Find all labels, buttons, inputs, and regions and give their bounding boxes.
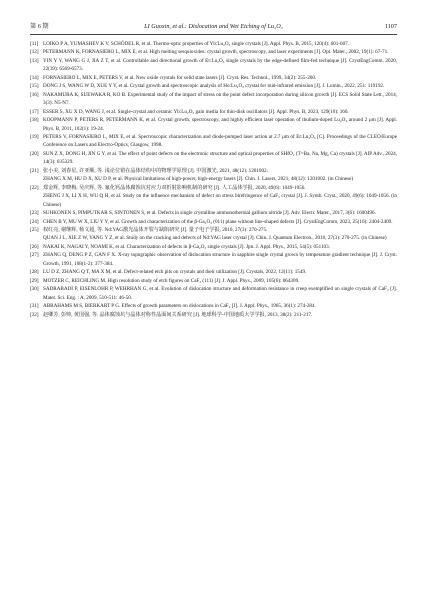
reference-text: SADRABADI P, EISENLOHR P, WEHRHAN G, et al. Evolution of dislocation structure and deformation resistance in creep exemplified on single crystals of CaF₂ [J]. Mater. Sci. Eng. : A, 2009, 510-511: 46-50. bbox=[43, 286, 397, 301]
reference-number: [30] bbox=[30, 286, 39, 293]
reference-text: SUN Z X, DONG H, JIN G Y, et al. The effect of point defects on the electronic structure and optical properties of SHfO₂ (T=Ba, Na, Mg, Ca) crystals [J]. AIP Adv., 2024, 14(3): 035329. bbox=[43, 150, 397, 166]
reference-number: [12] bbox=[30, 49, 39, 56]
reference-item bbox=[30, 116, 397, 133]
reference-text: 张小美, 刘春星, 许亚顺, 等. 浅论位错在晶体结构中的物理学原理 [J]. 中国激光, 2021, 48(12): 1201002. bbox=[43, 167, 268, 174]
reference-item bbox=[30, 218, 397, 226]
reference-number: [21] bbox=[30, 167, 39, 174]
reference-item bbox=[30, 175, 397, 183]
reference-text: ESSER S, XU X D, WANG J, et al. Single-crystal and ceramic Yb:Lu₂O₃ gain media for thin-disk oscillators [J]. Appl. Phys. B, 2023, 129(10): 160. bbox=[43, 108, 349, 115]
page-number: 1107 bbox=[384, 23, 397, 30]
reference-item bbox=[30, 57, 397, 74]
reference-item bbox=[30, 251, 397, 268]
reference-item bbox=[30, 40, 397, 48]
reference-number: [24] bbox=[30, 218, 39, 225]
reference-text: 郑金辉, 李晓梅, 吴庆辉, 等. 氟化钙晶体腐蚀坑对应力双折射影响机制的研究 [J]. 人工晶体学报, 2020, 49(6): 1049-1056. bbox=[43, 184, 306, 191]
reference-item bbox=[30, 150, 397, 167]
header-rule bbox=[30, 34, 397, 35]
reference-text: KOOPMANN P, PETERS R, PETERMANN K, et al. Crystal growth, spectroscopy, and highly efficient laser operation of thulium-doped Lu₂O₃ around 2 μm [J]. Appl. Phys. B, 2011, 102(1): 19-24. bbox=[43, 117, 397, 132]
reference-text: PETERMANN K, FORNASIERO L, MIX E, et al. High melting sesquioxides: crystal growth, spectroscopy, and laser experiments [J]. Opt. Mater., 2002, 19(1): 67-71. bbox=[43, 49, 389, 56]
reference-text: LOIKO P A, YUMASHEV K V, SCHÖDEL R, et al. Thermo-optic properties of Yb:Lu₂O₃ single crystals [J]. Appl. Phys. B, 2015, 120(4): 601-607. bbox=[43, 41, 350, 47]
reference-text: ZHANG Q, DENG P Z, GAN F X. X-ray topographic observation of dislocation structure in sapphire single crystal grown by temperature gradient technique [J]. J. Cryst. Growth, 1991, 108(1-2): 377-384. bbox=[43, 252, 397, 267]
reference-text: CHEN B Y, MU W X, LIU Y Y, et al. Growth and characterization of the β-Ga₂O₃ (011) plane without line-shaped defects [J]. CrystEngComm, 2023, 25(16): 2404-2409. bbox=[43, 218, 393, 225]
reference-number: [14] bbox=[30, 74, 39, 81]
reference-item bbox=[30, 277, 397, 285]
reference-number: [20] bbox=[30, 150, 39, 157]
reference-number: [29] bbox=[30, 277, 39, 284]
reference-text: SUHKONEN S, PIMPUTKAR S, SINTONEN S, et al. Defects in single crystalline ammonothermal gallium nitride [J]. Adv. Electr. Mater., 2017, 3(6): 1600496. bbox=[43, 210, 376, 217]
reference-item bbox=[30, 243, 397, 251]
reference-text: QUAN J L, XIE Z W, YANG Y Z, et al. Study on the cracking and defects of Nd:YAG laser crystal [J]. Chin. J. Quantum Electron., 2010, 27(3): 270-275. (in Chinese) bbox=[43, 235, 387, 242]
reference-number: [16] bbox=[30, 91, 39, 98]
reference-number: [28] bbox=[30, 269, 39, 276]
reference-text: YIN Y Y, WANG G J, JIA Z T, et al. Controllable and directional growth of Er:Lu₂O₃ single crystals by the edge-defined film-fed technique [J]. CrystEngComm, 2020, 22(39): 6569-6573. bbox=[43, 57, 397, 73]
reference-number: [32] bbox=[30, 311, 39, 318]
reference-item bbox=[30, 133, 397, 150]
reference-number: [23] bbox=[30, 210, 39, 217]
reference-text: FORNASIERO L, MIX E, PETERS V, et al. New oxide crystals for solid state lasers [J]. Cryst. Res. Technol., 1999, 34(2): 255-260. bbox=[43, 74, 317, 81]
reference-number: [27] bbox=[30, 252, 39, 259]
reference-item bbox=[30, 184, 397, 192]
reference-number: [31] bbox=[30, 303, 39, 310]
reference-item bbox=[30, 209, 397, 217]
reference-item bbox=[30, 167, 397, 175]
reference-item bbox=[30, 226, 397, 234]
reference-text: ABRAHAMS M S, BIERKART P G. Effects of growth parameters on dislocations in CaF₂ [J]. J. Appl. Phys., 1965, 36(1): 274-284. bbox=[43, 303, 316, 310]
reference-number: [15] bbox=[30, 83, 39, 90]
reference-text: 权红亮, 谢继辉, 杨文超, 等. Nd:YAG激光晶体开裂与缺陷研究 [J]. 量子电子学报, 2010, 27(3): 270-275. bbox=[43, 226, 268, 233]
reference-number: [11] bbox=[30, 41, 39, 47]
reference-text: NAKAMURA K, SUEWAKA R, KO B. Experimental study of the impact of stress on the point defect incorporation during silicon growth [J]. ECS Solid State Lett., 2014, 3(3): N5-N7. bbox=[43, 91, 397, 107]
reference-text: ZHENG J X, LI X H, WU Q H, et al. Study on the influence mechanism of defect on stress birefringence of CaF₂ crystal [J]. J. Synth. Cryst., 2020, 49(6): 1049-1056. (in Chinese) bbox=[43, 193, 397, 208]
reference-item bbox=[30, 108, 397, 116]
reference-item bbox=[30, 48, 397, 56]
running-header bbox=[30, 21, 397, 33]
reference-item bbox=[30, 234, 397, 242]
reference-item bbox=[30, 311, 397, 319]
reference-item bbox=[30, 285, 397, 302]
reference-number: [26] bbox=[30, 243, 39, 250]
running-title: LI Guoxin, et al.: Dislocation and Wet Etching of Lu₂O₃ bbox=[144, 23, 283, 30]
reference-text: MOTZER C, REICHLING M. High resolution study of etch figures on CaF₂ (111) [J]. J. Appl. Phys., 2009, 105(6): 064309. bbox=[43, 277, 300, 284]
reference-item bbox=[30, 82, 397, 90]
reference-text: ZHANG X M, HU D X, XU D P, et al. Physical limitations of high-power, high-energy lasers [J]. Chin. J. Lasers, 2021, 48(12): 1201002. (in Chinese) bbox=[43, 176, 354, 183]
reference-text: 赵卿芳, 彭帅, 黄国强, 等. 晶体腐蚀坑与晶体对称性晶面间关系研究 [J]. 地球科学-中国地质大学学报, 2013, 38(2): 211-217. bbox=[43, 311, 313, 318]
reference-item bbox=[30, 74, 397, 82]
reference-number: [13] bbox=[30, 57, 39, 64]
reference-list bbox=[30, 40, 397, 585]
reference-text: DONG J S, WANG W D, XUE Y Y, et al. Crystal growth and spectroscopic analysis of Ho:Lu₂O₃ crystal for mid-infrared emission [J]. J. Lumin., 2022, 251: 119192. bbox=[43, 83, 385, 90]
reference-text: LU D Z, ZHANG Q T, MA X M, et al. Defect-related etch pits on crystals and their utilization [J]. Crystals, 2022, 12(11): 1549. bbox=[43, 269, 307, 276]
reference-number: [18] bbox=[30, 117, 39, 124]
reference-item bbox=[30, 91, 397, 108]
reference-text: PETERS V, FORNASIERO L, MIX E, et al. Spectroscopic characterization and diode-pumped laser action at 2.7 μm of Er:Lu₂O₃ [C]. Proceedings of the CLEO/Europe Conference on Lasers and Electro-Optics, Glasgow, 1998. bbox=[43, 133, 397, 149]
reference-item bbox=[30, 192, 397, 209]
reference-number: [17] bbox=[30, 108, 39, 115]
reference-item bbox=[30, 268, 397, 276]
issue-label: 第 6 期 bbox=[30, 23, 49, 30]
reference-number: [22] bbox=[30, 184, 39, 191]
reference-number: [19] bbox=[30, 133, 39, 140]
reference-item bbox=[30, 302, 397, 310]
reference-number: [25] bbox=[30, 226, 39, 233]
reference-text: NAKAI K, NAGAI Y, NOAMI K, et al. Characterization of defects in β-Ga₂O₃ single crystals [J]. Jpn. J. Appl. Phys., 2015, 54(5): 051103. bbox=[43, 243, 330, 250]
